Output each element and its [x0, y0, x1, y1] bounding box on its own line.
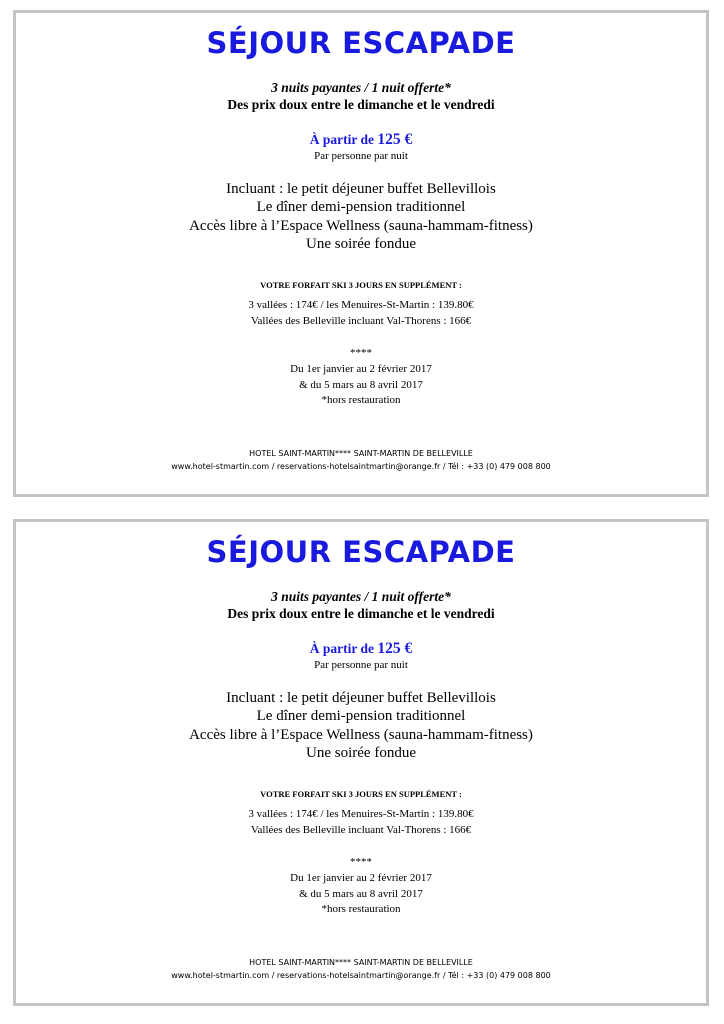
- ski-pass-prices: [16, 297, 706, 329]
- validity-dates: [16, 871, 706, 918]
- price-note: Par personne par nuit: [314, 150, 408, 162]
- includes-list: [16, 689, 706, 762]
- star-rating: ****: [350, 347, 372, 359]
- hotel-contact: www.hotel-stmartin.com / reservations-hotelsaintmartin@orange.fr / Tél : +33 (0) 479 008 800: [171, 971, 551, 980]
- footnote: *hors restauration: [321, 394, 401, 406]
- date-line: Du 1er janvier au 2 février 2017: [290, 872, 432, 884]
- flyer-card: [13, 519, 709, 1006]
- flyer-title: SÉJOUR ESCAPADE: [206, 535, 516, 569]
- includes-item: Incluant : le petit déjeuner buffet Bellevillois: [226, 181, 496, 197]
- flyer-card: [13, 10, 709, 497]
- star-rating: ****: [350, 856, 372, 868]
- price-prefix: À partir de: [309, 132, 378, 147]
- price-prefix: À partir de: [309, 641, 378, 656]
- includes-item: Accès libre à l’Espace Wellness (sauna-hammam-fitness): [189, 726, 533, 743]
- ski-pass-line: 3 vallées : 174€ / les Menuires-St-Martin : 139.80€: [248, 808, 474, 820]
- hotel-name: HOTEL SAINT-MARTIN**** SAINT-MARTIN DE BELLEVILLE: [249, 449, 473, 458]
- hotel-contact: www.hotel-stmartin.com / reservations-hotelsaintmartin@orange.fr / Tél : +33 (0) 479 008 800: [171, 462, 551, 471]
- footnote: *hors restauration: [321, 903, 401, 915]
- ski-pass-line: Vallées des Belleville incluant Val-Thorens : 166€: [250, 315, 472, 327]
- ski-pass-line: 3 vallées : 174€ / les Menuires-St-Martin : 139.80€: [248, 299, 474, 311]
- includes-item: Incluant : le petit déjeuner buffet Bellevillois: [226, 690, 496, 706]
- includes-item: Le dîner demi-pension traditionnel: [256, 199, 466, 216]
- offer-subtitle: 3 nuits payantes / 1 nuit offerte*: [271, 589, 451, 604]
- offer-subtitle: 3 nuits payantes / 1 nuit offerte*: [271, 80, 451, 95]
- date-line: & du 5 mars au 8 avril 2017: [299, 887, 423, 900]
- offer-subline: Des prix doux entre le dimanche et le vendredi: [227, 606, 495, 621]
- includes-item: Une soirée fondue: [306, 744, 416, 761]
- includes-item: Une soirée fondue: [306, 235, 416, 252]
- price-amount: 125 €: [377, 640, 413, 657]
- price-line: [16, 130, 706, 149]
- includes-list: [16, 180, 706, 253]
- hotel-footer: [16, 447, 706, 473]
- flyer-title: SÉJOUR ESCAPADE: [206, 26, 516, 60]
- hotel-name: HOTEL SAINT-MARTIN**** SAINT-MARTIN DE BELLEVILLE: [249, 958, 473, 967]
- ski-pass-line: Vallées des Belleville incluant Val-Thorens : 166€: [250, 824, 472, 836]
- ski-pass-heading: VOTRE FORFAIT SKI 3 JOURS EN SUPPLÉMENT :: [260, 789, 462, 799]
- price-amount: 125 €: [377, 131, 413, 148]
- offer-subline: Des prix doux entre le dimanche et le vendredi: [227, 97, 495, 112]
- includes-item: Le dîner demi-pension traditionnel: [256, 708, 466, 725]
- date-line: & du 5 mars au 8 avril 2017: [299, 378, 423, 391]
- price-note: Par personne par nuit: [314, 659, 408, 671]
- ski-pass-prices: [16, 806, 706, 838]
- hotel-footer: [16, 956, 706, 982]
- ski-pass-heading: VOTRE FORFAIT SKI 3 JOURS EN SUPPLÉMENT :: [260, 280, 462, 290]
- validity-dates: [16, 362, 706, 409]
- date-line: Du 1er janvier au 2 février 2017: [290, 363, 432, 375]
- includes-item: Accès libre à l’Espace Wellness (sauna-hammam-fitness): [189, 217, 533, 234]
- price-line: [16, 639, 706, 658]
